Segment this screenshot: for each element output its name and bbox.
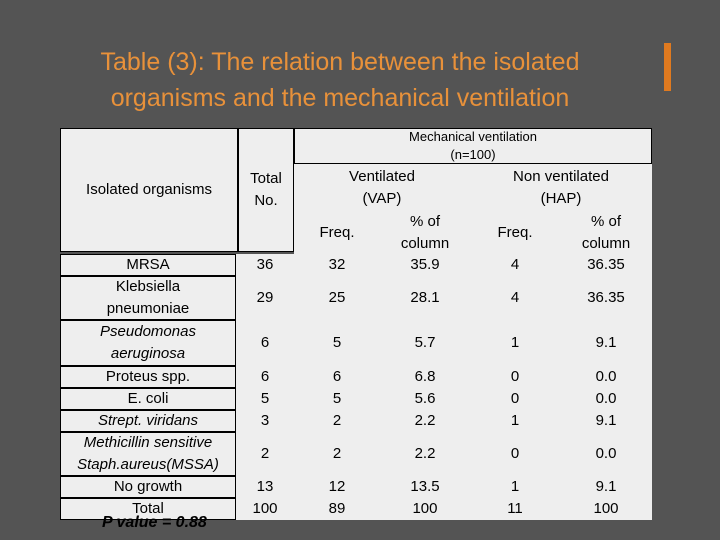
row-klebsiella-vent-pct: 28.1 bbox=[380, 276, 470, 320]
row-mrsa-vent-pct: 35.9 bbox=[380, 254, 470, 276]
header-vent-pct: % of column bbox=[380, 212, 470, 254]
row-klebsiella-organism: Klebsiella pneumoniae bbox=[60, 276, 236, 320]
header-non-ventilated: Non ventilated (HAP) bbox=[470, 164, 652, 212]
row-group6-nonvent-freq: 1 11 bbox=[470, 476, 560, 520]
row-mssa-nonvent-freq: 0 bbox=[470, 432, 560, 476]
p-value: P value = 0.88 bbox=[102, 514, 207, 531]
title-line-1: Table (3): The relation between the isolated bbox=[100, 48, 580, 76]
row-mssa-total: 2 bbox=[236, 432, 294, 476]
row-mrsa-total: 36 bbox=[236, 254, 294, 276]
header-mechanical-ventilation: Mechanical ventilation (n=100) bbox=[294, 128, 652, 164]
row-group4-vent-pct: 6.8 5.6 2.2 bbox=[380, 366, 470, 432]
row-mssa-nonvent-pct: 0.0 bbox=[560, 432, 652, 476]
row-proteus-organism: Proteus spp. bbox=[60, 366, 236, 388]
row-group6-vent-pct: 13.5 100 bbox=[380, 476, 470, 520]
row-mrsa-nonvent-pct: 36.35 bbox=[560, 254, 652, 276]
row-klebsiella-nonvent-pct: 36.35 bbox=[560, 276, 652, 320]
row-group6-vent-freq: 12 89 bbox=[294, 476, 380, 520]
row-group4-total: 6 5 3 bbox=[236, 366, 294, 432]
row-klebsiella-vent-freq: 25 bbox=[294, 276, 380, 320]
row-mrsa-nonvent-freq: 4 bbox=[470, 254, 560, 276]
row-ecoli-organism: E. coli bbox=[60, 388, 236, 410]
row-pseudomonas-vent-pct: 5.7 bbox=[380, 320, 470, 366]
header-nonvent-pct: % of column bbox=[560, 212, 652, 254]
title-line-2: organisms and the mechanical ventilation bbox=[110, 84, 570, 112]
row-group4-vent-freq: 6 5 2 bbox=[294, 366, 380, 432]
row-strept-organism: Strept. viridans bbox=[60, 410, 236, 432]
row-group4-nonvent-freq: 0 0 1 bbox=[470, 366, 560, 432]
header-isolated-organisms: Isolated organisms bbox=[60, 128, 238, 252]
row-group6-total: 13 100 bbox=[236, 476, 294, 520]
row-no-growth-organism: No growth bbox=[60, 476, 236, 498]
row-pseudomonas-organism: Pseudomonas aeruginosa bbox=[60, 320, 236, 366]
row-mssa-vent-pct: 2.2 bbox=[380, 432, 470, 476]
header-vent-freq: Freq. bbox=[294, 212, 380, 254]
row-mrsa-vent-freq: 32 bbox=[294, 254, 380, 276]
row-mssa-organism: Methicillin sensitive Staph.aureus(MSSA) bbox=[60, 432, 236, 476]
header-total-no: Total No. bbox=[238, 128, 294, 252]
row-klebsiella-total: 29 bbox=[236, 276, 294, 320]
header-ventilated: Ventilated (VAP) bbox=[294, 164, 470, 212]
row-pseudomonas-total: 6 bbox=[236, 320, 294, 366]
header-nonvent-freq: Freq. bbox=[470, 212, 560, 254]
row-pseudomonas-nonvent-freq: 1 bbox=[470, 320, 560, 366]
row-mrsa-organism: MRSA bbox=[60, 254, 236, 276]
row-pseudomonas-vent-freq: 5 bbox=[294, 320, 380, 366]
row-mssa-vent-freq: 2 bbox=[294, 432, 380, 476]
row-group4-nonvent-pct: 0.0 0.0 9.1 bbox=[560, 366, 652, 432]
row-pseudomonas-nonvent-pct: 9.1 bbox=[560, 320, 652, 366]
row-group6-nonvent-pct: 9.1 100 bbox=[560, 476, 652, 520]
row-total-organism: Total bbox=[60, 498, 236, 520]
row-klebsiella-nonvent-freq: 4 bbox=[470, 276, 560, 320]
